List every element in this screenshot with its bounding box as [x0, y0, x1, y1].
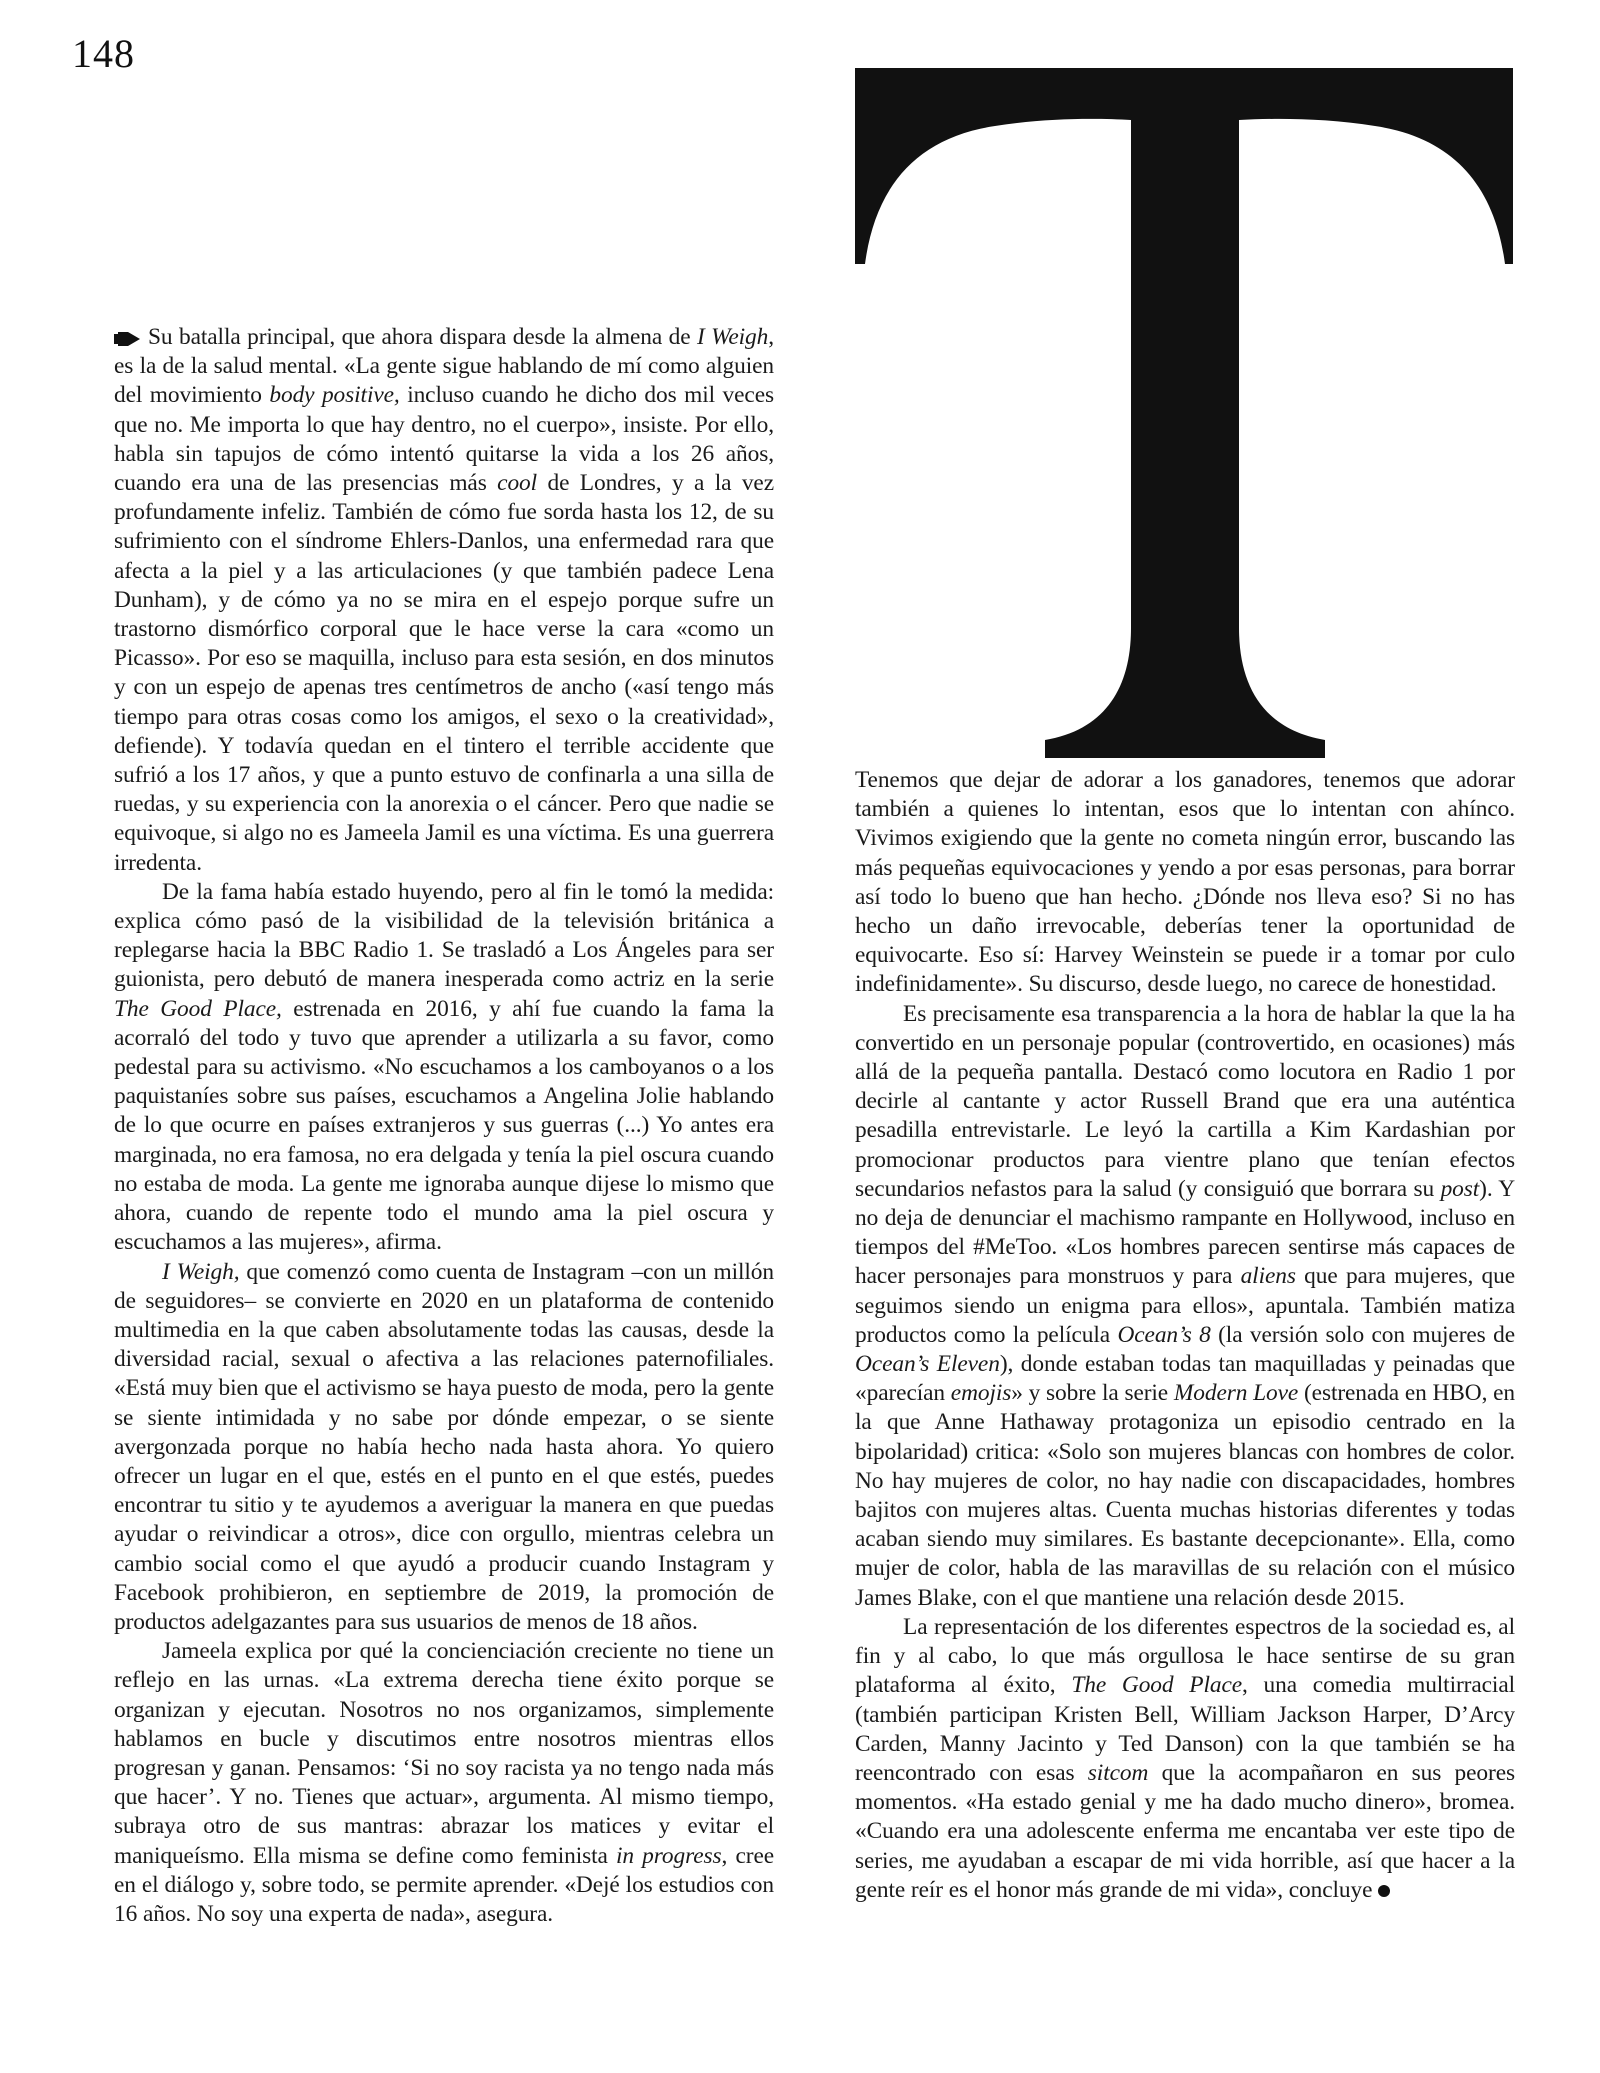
text-run: , una comedia multirracial (también participan Kristen Bell, William Jackson Harper, D’Arcy Carden, Manny Jacinto y Ted Danson) con la que también se ha reencontrado con esas — [855, 1672, 1516, 1786]
text-run: Jameela explica por qué la concienciación creciente no tiene un reflejo en las urnas. «La extrema derecha tiene éxito porque se organizan y ejecutan. Nosotros no nos organizamos, simplemente hablamos en bucle y discutimos entre nosotros mientras ellos progresan y ganan. Pensamos: ‘Si no soy racista ya no tengo nada más que hacer’. Y no. Tienes que actuar», argumenta. Al mismo tiempo, subraya otro de sus mantras: abrazar los matices y evitar el maniqueísmo. Ella misma se define como feminista — [114, 1638, 774, 1869]
paragraph-text — [855, 1613, 1515, 1905]
italic-text: The Good Place, — [114, 995, 282, 1022]
paragraph-7 — [855, 1613, 1515, 1905]
italic-text: emojis — [950, 1380, 1012, 1407]
page-number: 148 — [72, 31, 135, 76]
italic-text: Ocean’s 8 — [1117, 1321, 1211, 1348]
paragraph-text — [855, 1000, 1515, 1613]
italic-text: Ocean’s Eleven — [855, 1351, 1000, 1378]
text-run: incluso cuando he dicho dos mil veces que no. Me importa lo que hay dentro, no el cuerpo», insiste. Por ello, habla sin tapujos de cómo intentó quitarse la vida a los 26 años, cuando era una de las presencias más — [114, 382, 774, 497]
paragraph-text — [114, 878, 774, 1258]
text-run: , cree en el diálogo y, sobre todo, se permite aprender. «Dejé los estudios con 16 años. No soy una experta de nada», asegura. — [114, 1842, 775, 1927]
paragraph-6 — [855, 1000, 1515, 1613]
arrow-bullet-icon — [114, 332, 140, 346]
text-run: De la fama había estado huyendo, pero al fin le tomó la medida: explica cómo pasó de la visibilidad de la televisión británica a replegarse hacia la BBC Radio 1. Se trasladó a Los Ángeles para ser guionista, pero debutó de manera inesperada como actriz en la serie — [114, 878, 774, 993]
italic-text: post — [1440, 1175, 1480, 1202]
text-run: Tenemos que dejar de adorar a los ganadores, tenemos que adorar también a quienes lo intentan, esos que lo intentan con ahínco. Vivimos exigiendo que la gente no cometa ningún error, buscando las más pequeñas equivocaciones y yendo a por esas personas, para borrar así todo lo bueno que han hecho. ¿Dónde nos lleva eso? Si no has hecho un daño irrevocable, deberías tener la oportunidad de equivocarte. Eso sí: Harvey Weinstein se puede ir a tomar por culo indefinidamente». Su discurso, desde luego, no carece de honestidad. — [855, 767, 1515, 998]
paragraph-text — [855, 766, 1515, 1000]
left-column — [114, 323, 774, 1929]
italic-text: I Weigh, — [162, 1258, 240, 1285]
italic-text: The Good Place — [1071, 1672, 1243, 1699]
text-run: » y sobre la serie — [1011, 1380, 1174, 1407]
drop-cap-letter — [855, 68, 1515, 758]
text-run: que comenzó como cuenta de Instagram –con un millón de seguidores– se convierte en 2020 en un plataforma de contenido multimedia en la que caben absolutamente todas las causas, desde la diversidad racial, sexual o afectiva a las relaciones paternofiliales. «Está muy bien que el activismo se haya puesto de moda, pero la gente se siente intimidada y no sabe por dónde empezar, o se siente avergonzada porque no había hecho nada hasta ahora. Yo quiero ofrecer un lugar en el que, estés en el punto en el que estés, puedes encontrar tu sitio y te ayudemos a averiguar la manera en que puedas ayudar o reivindicar a otros», dice con orgullo, mientras celebra un cambio social como el que ayudó a producir cuando Instagram y Facebook prohibieron, en septiembre de 2019, la promoción de productos adelgazantes para sus usuarios de menos de 18 años. — [114, 1258, 774, 1635]
paragraph-4 — [114, 1637, 774, 1929]
text-run: ). Y no deja de denunciar el machismo rampante en Hollywood, incluso en tiempos del #MeToo. «Los hombres parecen sentirse más capaces de hacer personajes para monstruos y para — [855, 1175, 1515, 1290]
drop-cap-t-glyph — [855, 68, 1515, 758]
italic-text: cool — [497, 470, 538, 497]
text-run: Es precisamente esa transparencia a la hora de hablar la que la ha convertido en un personaje popular (controvertido, en ocasiones) más allá de la pequeña pantalla. Destacó como locutora en Radio 1 por decirle al cantante y actor Russell Brand que era una auténtica pesadilla entrevistarle. Le leyó la cartilla a Kim Kardashian por promocionar productos para vientre plano que tenían efectos secundarios nefastos para la salud (y consiguió que borrara su — [855, 1000, 1515, 1202]
paragraph-text — [114, 323, 774, 878]
italic-text: aliens — [1240, 1263, 1296, 1290]
italic-text: I Weigh — [696, 324, 769, 350]
text-run: (estrenada en HBO, en la que Anne Hathaway protagoniza un episodio centrado en la bipolaridad) critica: «Solo son mujeres blancas con hombres de color. No hay mujeres de color, no hay nadie con discapacidades, hombres bajitos con mujeres altas. Cuenta muchas historias diferentes y todas acaban siendo muy similares. Es bastante decepcionante». Ella, como mujer de color, habla de las maravillas de su relación con el músico James Blake, con el que mantiene una relación desde 2015. — [855, 1380, 1515, 1611]
italic-text: body positive, — [269, 382, 400, 409]
text-run: que para mujeres, que seguimos siendo un enigma para ellos», apuntala. También matiza productos como la película — [855, 1263, 1515, 1348]
text-run: (la versión solo con mujeres de — [1210, 1321, 1515, 1348]
italic-text: Modern Love — [1173, 1380, 1299, 1407]
end-of-article-icon — [1378, 1885, 1390, 1897]
right-column — [855, 766, 1515, 1905]
text-run: La representación de los diferentes espectros de la sociedad es, al fin y al cabo, lo que más orgullosa le hace sentirse de su gran plataforma al éxito, — [855, 1613, 1515, 1699]
italic-text: sitcom — [1087, 1759, 1149, 1786]
text-run: de Londres, y a la vez profundamente infeliz. También de cómo fue sorda hasta los 12, de su sufrimiento con el síndrome Ehlers-Danlos, una enfermedad rara que afecta a la piel y a las articulaciones (y que también padece Lena Dunham), y de cómo ya no se mira en el espejo porque sufre un trastorno dismórfico corporal que le hace verse la cara «como un Picasso». Por eso se maquilla, incluso para esta sesión, en dos minutos y con un espejo de apenas tres centímetros de ancho («así tengo más tiempo para otras cosas como los amigos, el sexo o la creatividad», defiende). Y todavía quedan en el tintero el terrible accidente que sufrió a los 17 años, y que a punto estuvo de confinarla a una silla de ruedas, y su experiencia con la anorexia o el cáncer. Pero que nadie se equivoque, si algo no es Jameela Jamil es una víctima. Es una guerrera irredenta. — [114, 470, 774, 876]
text-run: ), donde estaban todas tan maquilladas y peinadas que «parecían — [855, 1351, 1515, 1407]
paragraph-3 — [114, 1258, 774, 1638]
italic-text: in progress — [616, 1842, 722, 1869]
paragraph-text — [114, 1637, 774, 1929]
paragraph-2 — [114, 878, 774, 1258]
text-run: Su batalla principal, que ahora dispara desde la almena de — [148, 324, 697, 350]
text-run: que la acompañaron en sus peores momentos. «Ha estado genial y me ha dado mucho dinero», bromea. «Cuando era una adolescente enferma me encantaba ver este tipo de series, me ayudaban a escapar de mi vida horrible, así que hacer a la gente reír es el honor más grande de mi vida», concluye — [855, 1759, 1515, 1903]
paragraph-1 — [114, 323, 774, 878]
text-run: estrenada en 2016, y ahí fue cuando la fama la acorraló del todo y tuvo que aprender a utilizarla a su favor, como pedestal para su activismo. «No escuchamos a los camboyanos o a los paquistaníes sobre sus países, escuchamos a Angelina Jolie hablando de lo que ocurre en países extranjeros y sus guerras (...) Yo antes era marginada, no era famosa, no era delgada y tenía la piel oscura cuando no estaba de moda. La gente me ignoraba aunque dijese lo mismo que ahora, cuando de repente todo el mundo ama la piel oscura y escuchamos a las mujeres», afirma. — [114, 995, 774, 1256]
paragraph-text — [114, 1258, 774, 1638]
paragraph-5 — [855, 766, 1515, 1000]
text-run: , es la de la salud mental. «La gente sigue hablando de mí como alguien del movimiento — [114, 324, 774, 409]
